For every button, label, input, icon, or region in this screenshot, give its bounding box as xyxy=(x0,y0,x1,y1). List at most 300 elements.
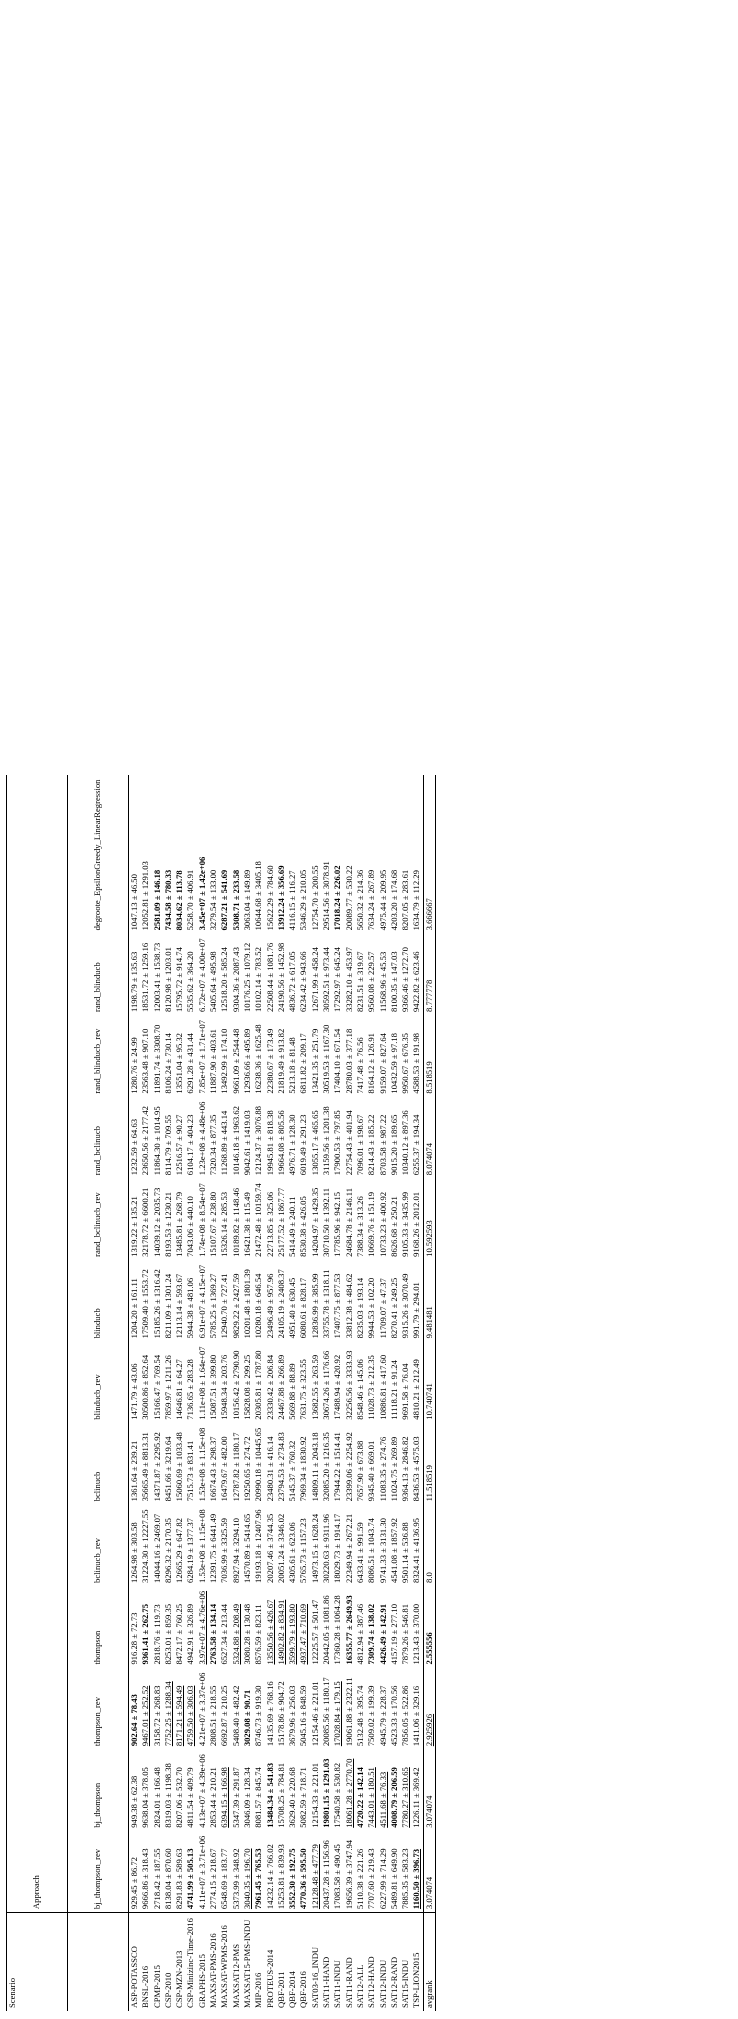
value-cell: 12665.29 ± 647.82 xyxy=(174,1518,185,1583)
value-cell: 21472.48 ± 10159.74 xyxy=(253,1183,264,1257)
avgrank-cell: 2.925926 xyxy=(423,1668,435,1750)
value-cell: 4008.79 ± 206.59 xyxy=(388,1767,399,1828)
value-cell: 11024.75 ± 269.89 xyxy=(388,1436,399,1502)
table-row xyxy=(332,775,343,2011)
table-row xyxy=(242,775,253,2011)
avgrank-cell: 10.592593 xyxy=(423,1178,435,1260)
value-cell: 10432.59 ± 97.18 xyxy=(388,1033,399,1094)
value-cell: 929.45 ± 86.72 xyxy=(129,1857,139,1910)
value-cell: 10340.12 ± 897.36 xyxy=(400,1110,411,1176)
value-cell: 19801.15 ± 1291.03 xyxy=(321,1758,332,1828)
scenario-cell: CSP-MZN-2013 xyxy=(174,1913,185,2011)
value-cell: 7752.25 ± 1288.34 xyxy=(162,1681,173,1747)
value-cell: 4511.68 ± 76.33 xyxy=(377,1771,388,1828)
scenario-cell: TSP-LION2015 xyxy=(411,1913,423,2011)
scenario-header: Scenario xyxy=(7,1913,68,2011)
value-cell: 991.79 ± 294.01 xyxy=(411,1282,422,1339)
table-row xyxy=(276,775,287,2011)
value-cell: 7443.01 ± 180.51 xyxy=(366,1767,377,1828)
value-cell: 6394.15 ± 166.98 xyxy=(219,1767,230,1828)
value-cell: 6019.49 ± 291.23 xyxy=(298,1114,309,1176)
value-cell: 4945.79 ± 228.37 xyxy=(377,1685,388,1747)
value-cell: 15107.67 ± 238.80 xyxy=(208,1191,219,1257)
value-cell: 11864.30 ± 1014.95 xyxy=(151,1106,162,1176)
value-cell: 10733.23 ± 400.92 xyxy=(377,1191,388,1257)
value-cell: 7043.06 ± 440.10 xyxy=(185,1196,196,1257)
scenario-cell: SAT11-INDU xyxy=(332,1913,343,2011)
value-cell: 7969.34 ± 1830.92 xyxy=(298,1436,309,1502)
value-cell: 18029.73 ± 1914.17 xyxy=(332,1513,343,1583)
value-cell: 2824.01 ± 166.48 xyxy=(151,1767,162,1828)
value-cell: 13492.99 ± 174.10 xyxy=(219,1028,230,1094)
scenario-cell: CSP-Minizinc-Time-2016 xyxy=(185,1913,196,2011)
value-cell: 15326.14 ± 285.53 xyxy=(219,1191,230,1257)
value-cell: 18531.72 ± 1259.16 xyxy=(140,942,151,1012)
value-cell: 9304.36 ± 2087.43 xyxy=(230,947,241,1012)
value-cell: 19664.08 ± 805.56 xyxy=(275,1110,286,1176)
scenario-cell: PROTEUS-2014 xyxy=(265,1913,276,2011)
value-cell: 8164.12 ± 126.91 xyxy=(366,1033,377,1094)
value-cell: 7634.24 ± 267.89 xyxy=(366,869,377,931)
value-cell: 3029.08 ± 90.71 xyxy=(241,1689,252,1747)
avgrank-cell: 3.666667 xyxy=(423,775,435,934)
approach-col-header: thompson_rev xyxy=(68,1668,129,1750)
value-cell: 19250.65 ± 274.72 xyxy=(241,1436,252,1502)
value-cell: 30592.51 ± 973.44 xyxy=(321,947,332,1012)
value-cell: 6234.42 ± 943.66 xyxy=(298,951,309,1012)
value-cell: 1160.50 ± 396.73 xyxy=(411,1848,422,1910)
scenario-cell: SAT12-RAND xyxy=(389,1913,400,2011)
value-cell: 6255.37 ± 194.34 xyxy=(411,1114,422,1176)
scenario-cell: MAXSAT15-PMS-INDU xyxy=(242,1913,253,2011)
value-cell: 6811.82 ± 209.17 xyxy=(298,1033,309,1094)
value-cell: 12154.33 ± 221.01 xyxy=(309,1762,320,1828)
table-row xyxy=(287,775,298,2011)
value-cell: 5346.29 ± 210.05 xyxy=(298,869,309,931)
value-cell: 15178.86 ± 904.72 xyxy=(275,1681,286,1747)
value-cell: 14809.11 ± 2043.18 xyxy=(309,1432,320,1502)
value-cell: 5132.48 ± 395.74 xyxy=(354,1685,365,1747)
scenario-cell: ASP-POTASSCO xyxy=(129,1913,141,2011)
scenario-cell: SAT12-ALL xyxy=(355,1913,366,2011)
value-cell: 31224.30 ± 12227.55 xyxy=(140,1509,151,1583)
value-cell: 9105.33 ± 3435.99 xyxy=(400,1191,411,1257)
value-cell: 7417.48 ± 76.56 xyxy=(354,1037,365,1094)
approach-col-header: rand_bclinucb_rev xyxy=(68,1178,129,1260)
value-cell: 30519.53 ± 1167.30 xyxy=(321,1024,332,1094)
value-cell: 4541.08 ± 1857.92 xyxy=(388,1518,399,1583)
value-cell: 2853.44 ± 210.21 xyxy=(208,1767,219,1828)
value-cell: 13551.04 ± 95.32 xyxy=(174,1033,185,1094)
value-cell: 20990.18 ± 10445.65 xyxy=(253,1427,264,1502)
value-cell: 22754.43 ± 401.94 xyxy=(343,1110,354,1176)
value-cell: 4937.47 ± 710.69 xyxy=(298,1603,309,1665)
value-cell: 8270.41 ± 249.25 xyxy=(388,1277,399,1339)
value-cell: 13550.56 ± 426.67 xyxy=(264,1599,275,1665)
value-cell: 19945.81 ± 818.38 xyxy=(264,1110,275,1176)
table-row xyxy=(400,775,411,2011)
scenario-cell: MAXSAT-PMS-2016 xyxy=(208,1913,219,2011)
value-cell: 5145.37 ± 760.32 xyxy=(287,1440,298,1502)
header-row-1 xyxy=(7,775,68,2011)
value-cell: 6433.41 ± 991.59 xyxy=(354,1522,365,1583)
value-cell: 6227.99 ± 714.29 xyxy=(377,1848,388,1910)
avgrank-cell: 8.0 xyxy=(423,1504,435,1586)
value-cell: 7885.35 ± 583.23 xyxy=(400,1848,411,1910)
value-cell: 5535.62 ± 364.20 xyxy=(185,951,196,1012)
value-cell: 8436.53 ± 4575.03 xyxy=(411,1436,422,1502)
value-cell: 20051.24 ± 3346.02 xyxy=(275,1513,286,1583)
value-cell: 17900.53 ± 797.85 xyxy=(332,1110,343,1176)
value-cell: 24190.56 ± 1452.98 xyxy=(275,942,286,1012)
value-cell: 32256.56 ± 3333.93 xyxy=(343,1350,354,1420)
value-cell: 17292.97 ± 645.24 xyxy=(332,947,343,1012)
approach-col-header: thompson xyxy=(68,1586,129,1668)
value-cell: 8927.94 ± 3294.10 xyxy=(230,1518,241,1583)
value-cell: 1198.79 ± 135.63 xyxy=(129,951,139,1012)
value-cell: 9944.53 ± 102.20 xyxy=(366,1277,377,1339)
value-cell: 30710.50 ± 1392.11 xyxy=(321,1187,332,1257)
value-cell: 916.28 ± 72.73 xyxy=(129,1612,139,1665)
value-cell: 12836.99 ± 385.99 xyxy=(309,1273,320,1339)
value-cell: 2808.51 ± 218.55 xyxy=(208,1685,219,1747)
value-cell: 15828.08 ± 299.25 xyxy=(241,1354,252,1420)
value-cell: 10176.25 ± 1079.12 xyxy=(241,942,252,1012)
table-row xyxy=(265,775,276,2011)
value-cell: 9950.67 ± 676.35 xyxy=(400,1033,411,1094)
scenario-cell: CSP-2010 xyxy=(163,1913,174,2011)
value-cell: 10280.18 ± 646.54 xyxy=(253,1273,264,1339)
value-cell: 3063.04 ± 149.89 xyxy=(241,869,252,931)
value-cell: 15253.81 ± 839.93 xyxy=(275,1844,286,1910)
value-cell: 10146.18 ± 1963.62 xyxy=(230,1106,241,1176)
value-cell: 14135.69 ± 768.16 xyxy=(264,1681,275,1747)
value-cell: 8703.58 ± 987.22 xyxy=(377,1114,388,1176)
value-cell: 33282.10 ± 453.97 xyxy=(343,947,354,1012)
value-cell: 8324.41 ± 4136.95 xyxy=(411,1518,422,1583)
value-cell: 7309.74 ± 138.02 xyxy=(366,1603,377,1665)
value-cell: 1280.76 ± 24.99 xyxy=(129,1037,139,1094)
value-cell: 3279.54 ± 133.00 xyxy=(208,869,219,931)
value-cell: 12113.14 ± 593.67 xyxy=(174,1273,185,1339)
value-cell: 3040.35 ± 196.70 xyxy=(241,1848,252,1910)
value-cell: 19193.18 ± 12407.96 xyxy=(253,1509,264,1583)
approach-col-header: degroote_EpsilonGreedy_LinearRegression xyxy=(68,775,129,934)
value-cell: 8034.62 ± 113.78 xyxy=(174,870,185,931)
value-cell: 23563.48 ± 907.10 xyxy=(140,1028,151,1094)
table-row xyxy=(253,775,264,2011)
value-cell: 1319.22 ± 135.21 xyxy=(129,1196,139,1257)
value-cell: 35665.49 ± 8813.31 xyxy=(140,1432,151,1502)
table-row xyxy=(298,775,309,2011)
value-cell: 19061.88 ± 2322.11 xyxy=(343,1677,354,1747)
value-cell: 22713.85 ± 325.06 xyxy=(264,1191,275,1257)
value-cell: 32178.72 ± 6600.21 xyxy=(140,1187,151,1257)
table-body xyxy=(129,775,436,2011)
scenario-cell: SAT11-RAND xyxy=(344,1913,355,2011)
value-cell: 9364.13 ± 2846.82 xyxy=(400,1436,411,1502)
value-cell: 14902.82 ± 834.91 xyxy=(275,1599,286,1665)
value-cell: 15708.25 ± 784.81 xyxy=(275,1762,286,1828)
value-cell: 12391.75 ± 6441.49 xyxy=(208,1513,219,1583)
value-cell: 5258.70 ± 406.91 xyxy=(185,869,196,931)
value-cell: 7707.60 ± 219.43 xyxy=(366,1848,377,1910)
table-row xyxy=(411,775,423,2011)
value-cell: 12225.57 ± 501.47 xyxy=(309,1599,320,1665)
value-cell: 30220.63 ± 9311.96 xyxy=(321,1514,332,1583)
value-cell: 4.11e+07 ± 3.71e+06 xyxy=(196,1835,207,1910)
value-cell: 8207.05 ± 283.61 xyxy=(400,869,411,931)
value-cell: 9361.41 ± 262.75 xyxy=(140,1603,151,1665)
value-cell: 11891.74 ± 3308.70 xyxy=(151,1024,162,1094)
value-cell: 4976.71 ± 128.30 xyxy=(287,1114,298,1176)
value-cell: 17785.96 ± 942.15 xyxy=(332,1191,343,1257)
value-cell: 6692.87 ± 210.25 xyxy=(219,1685,230,1747)
value-cell: 8120.98 ± 1203.01 xyxy=(162,947,173,1012)
value-cell: 17488.94 ± 420.92 xyxy=(332,1354,343,1420)
value-cell: 9315.26 ± 3070.49 xyxy=(400,1273,411,1339)
value-cell: 29514.56 ± 3078.91 xyxy=(321,861,332,931)
value-cell: 14570.89 ± 5414.65 xyxy=(241,1513,252,1583)
value-cell: 10669.76 ± 151.19 xyxy=(366,1191,377,1257)
value-cell: 2818.76 ± 119.73 xyxy=(151,1604,162,1665)
value-cell: 9422.82 ± 623.46 xyxy=(411,951,422,1012)
value-cell: 1411.06 ± 329.16 xyxy=(411,1685,422,1747)
value-cell: 5045.16 ± 848.59 xyxy=(298,1685,309,1747)
value-cell: 11887.90 ± 403.61 xyxy=(208,1029,219,1094)
value-cell: 4426.49 ± 142.91 xyxy=(377,1603,388,1665)
value-cell: 4523.33 ± 170.56 xyxy=(388,1685,399,1747)
value-cell: 22380.67 ± 173.49 xyxy=(264,1028,275,1094)
value-cell: 949.38 ± 62.38 xyxy=(129,1775,139,1828)
value-cell: 1.74e+08 ± 8.54e+07 xyxy=(196,1183,207,1257)
value-cell: 15087.51 ± 399.80 xyxy=(208,1354,219,1420)
value-cell: 20442.05 ± 1081.86 xyxy=(321,1595,332,1665)
value-cell: 7320.34 ± 877.35 xyxy=(208,1114,219,1176)
avgrank-cell: 2.555556 xyxy=(423,1586,435,1668)
value-cell: 12154.46 ± 221.01 xyxy=(309,1681,320,1747)
value-cell: 30674.26 ± 1176.66 xyxy=(321,1350,332,1420)
value-cell: 14039.12 ± 2035.73 xyxy=(151,1187,162,1257)
avgrank-cell: 9.481481 xyxy=(423,1260,435,1342)
avgrank-cell: 11.518519 xyxy=(423,1423,435,1505)
value-cell: 8576.59 ± 823.11 xyxy=(253,1604,264,1665)
value-cell: 16355.77 ± 2649.93 xyxy=(343,1595,354,1665)
value-cell: 5110.38 ± 221.26 xyxy=(354,1848,365,1910)
scenario-cell: MAXSAT-WPMS-2016 xyxy=(219,1913,230,2011)
value-cell: 8746.73 ± 919.30 xyxy=(253,1685,264,1747)
value-cell: 11118.21 ± 91.24 xyxy=(388,1360,399,1420)
value-cell: 2774.15 ± 218.67 xyxy=(208,1848,219,1910)
value-cell: 8100.35 ± 147.03 xyxy=(388,951,399,1012)
value-cell: 12124.37 ± 3076.88 xyxy=(253,1106,264,1176)
value-cell: 12516.57 ± 90.27 xyxy=(174,1114,185,1176)
value-cell: 8235.03 ± 193.14 xyxy=(354,1277,365,1339)
approach-col-header: blinducb xyxy=(68,1260,129,1342)
value-cell: 9638.04 ± 378.05 xyxy=(140,1767,151,1828)
table-row xyxy=(174,775,185,2011)
value-cell: 10201.48 ± 1801.39 xyxy=(241,1269,252,1339)
value-cell: 9666.86 ± 318.43 xyxy=(140,1848,151,1910)
value-cell: 20089.77 ± 530.22 xyxy=(343,865,354,931)
value-cell: 12518.20 ± 585.24 xyxy=(219,947,230,1012)
value-cell: 8291.83 ± 589.63 xyxy=(174,1848,185,1910)
value-cell: 3080.28 ± 130.48 xyxy=(241,1603,252,1665)
value-cell: 23496.49 ± 957.96 xyxy=(264,1273,275,1339)
value-cell: 8530.38 ± 426.05 xyxy=(298,1196,309,1257)
table-row xyxy=(197,775,208,2011)
value-cell: 4720.22 ± 142.14 xyxy=(354,1767,365,1828)
value-cell: 14973.15 ± 1628.24 xyxy=(309,1513,320,1583)
value-cell: 23650.56 ± 2177.42 xyxy=(140,1106,151,1176)
avgrank-cell: 10.740741 xyxy=(423,1341,435,1422)
value-cell: 7780.27 ± 310.65 xyxy=(400,1767,411,1828)
approach-row-corner xyxy=(68,1913,129,2011)
value-cell: 6.72e+07 ± 4.00e+07 xyxy=(196,938,207,1012)
value-cell: 8114.79 ± 709.55 xyxy=(162,1114,173,1176)
avgrank-row xyxy=(423,775,435,2011)
value-cell: 13055.17 ± 465.65 xyxy=(309,1110,320,1176)
value-cell: 12003.41 ± 1538.73 xyxy=(151,942,162,1012)
value-cell: 4116.15 ± 116.27 xyxy=(287,870,298,931)
value-cell: 1.23e+08 ± 4.48e+06 xyxy=(196,1101,207,1176)
scenario-cell: QBF-2016 xyxy=(298,1913,309,2011)
value-cell: 4836.72 ± 617.05 xyxy=(287,951,298,1012)
value-cell: 31159.56 ± 1201.38 xyxy=(321,1106,332,1176)
value-cell: 8451.66 ± 3219.64 xyxy=(162,1436,173,1502)
value-cell: 15166.47 ± 769.54 xyxy=(151,1354,162,1420)
value-cell: 1226.11 ± 369.42 xyxy=(411,1767,422,1828)
value-cell: 3.45e+07 ± 1.42e+06 xyxy=(196,856,207,931)
value-cell: 7.85e+07 ± 1.71e+07 xyxy=(196,1019,207,1094)
value-cell: 7859.97 ± 1211.26 xyxy=(162,1355,173,1420)
value-cell: 16238.36 ± 1625.48 xyxy=(253,1024,264,1094)
approach-header: Approach xyxy=(7,775,68,1913)
scenario-cell: MAXSAT12-PMS xyxy=(231,1913,242,2011)
value-cell: 3629.40 ± 220.68 xyxy=(287,1767,298,1828)
value-cell: 4812.94 ± 387.46 xyxy=(354,1603,365,1665)
value-cell: 7515.73 ± 831.41 xyxy=(185,1440,196,1502)
value-cell: 13484.34 ± 541.83 xyxy=(264,1762,275,1828)
value-cell: 8253.01 ± 859.35 xyxy=(162,1603,173,1665)
value-cell: 13682.55 ± 263.59 xyxy=(309,1354,320,1420)
value-cell: 8086.51 ± 1043.74 xyxy=(366,1518,377,1583)
value-cell: 15622.29 ± 784.60 xyxy=(264,865,275,931)
approach-col-header: blinducb_rev xyxy=(68,1341,129,1422)
approach-col-header: bclinucb xyxy=(68,1423,129,1505)
approach-col-header: bj_thompson_rev xyxy=(68,1831,129,1913)
value-cell: 20207.46 ± 3744.35 xyxy=(264,1513,275,1583)
value-cell: 8472.17 ± 760.25 xyxy=(174,1603,185,1665)
value-cell: 5669.88 ± 88.89 xyxy=(287,1363,298,1420)
value-cell: 5944.38 ± 481.06 xyxy=(185,1277,196,1339)
value-cell: 30500.86 ± 852.64 xyxy=(140,1354,151,1420)
value-cell: 10644.68 ± 3405.18 xyxy=(253,861,264,931)
value-cell: 4811.54 ± 409.79 xyxy=(185,1767,196,1828)
value-cell: 8211.09 ± 1301.24 xyxy=(162,1273,173,1339)
value-cell: 4741.99 ± 505.13 xyxy=(185,1848,196,1910)
value-cell: 4203.20 ± 174.68 xyxy=(388,869,399,931)
value-cell: 23330.42 ± 206.84 xyxy=(264,1354,275,1420)
avgrank-cell: 8.777778 xyxy=(423,933,435,1015)
value-cell: 12787.82 ± 1180.17 xyxy=(230,1432,241,1502)
scenario-cell: GRAPHS-2015 xyxy=(197,1913,208,2011)
value-cell: 4.13e+07 ± 4.39e+06 xyxy=(196,1754,207,1828)
value-cell: 33755.78 ± 1318.11 xyxy=(321,1269,332,1339)
value-cell: 8207.06 ± 532.70 xyxy=(174,1767,185,1828)
table-row xyxy=(208,775,219,2011)
value-cell: 11709.07 ± 47.37 xyxy=(377,1278,388,1339)
approach-col-header: rand_blinducb xyxy=(68,933,129,1015)
value-cell: 20305.81 ± 1787.80 xyxy=(253,1350,264,1420)
value-cell: 17407.75 ± 877.53 xyxy=(332,1273,343,1339)
value-cell: 24105.19 ± 2408.37 xyxy=(275,1269,286,1339)
value-cell: 1204.20 ± 161.11 xyxy=(129,1278,139,1339)
value-cell: 8081.57 ± 845.74 xyxy=(253,1767,264,1828)
scenario-cell: BNSL-2016 xyxy=(140,1913,151,2011)
value-cell: 17944.22 ± 1514.41 xyxy=(332,1432,343,1502)
value-cell: 7631.75 ± 323.55 xyxy=(298,1359,309,1420)
table-row xyxy=(389,775,400,2011)
value-cell: 21819.49 ± 913.82 xyxy=(275,1028,286,1094)
value-cell: 4975.44 ± 209.95 xyxy=(377,869,388,931)
value-cell: 2718.42 ± 187.55 xyxy=(151,1848,162,1910)
value-cell: 9501.14 ± 536.88 xyxy=(400,1522,411,1583)
value-cell: 9661.09 ± 2544.48 xyxy=(230,1028,241,1094)
table-row xyxy=(152,775,163,2011)
value-cell: 5785.25 ± 1369.27 xyxy=(208,1273,219,1339)
value-cell: 9560.08 ± 229.57 xyxy=(366,951,377,1012)
value-cell: 9366.46 ± 1272.70 xyxy=(400,947,411,1012)
value-cell: 33812.38 ± 484.62 xyxy=(343,1273,354,1339)
value-cell: 5347.39 ± 291.87 xyxy=(230,1767,241,1828)
value-cell: 6527.34 ± 213.44 xyxy=(219,1603,230,1665)
value-cell: 1.11e+08 ± 1.64e+07 xyxy=(196,1346,207,1420)
value-cell: 6287.21 ± 541.69 xyxy=(219,869,230,931)
value-cell: 1047.13 ± 46.50 xyxy=(129,874,139,931)
value-cell: 6.91e+07 ± 4.15e+07 xyxy=(196,1264,207,1339)
value-cell: 17360.28 ± 1064.28 xyxy=(332,1595,343,1665)
value-cell: 22349.94 ± 2672.21 xyxy=(343,1513,354,1583)
table-row xyxy=(321,775,332,2011)
approach-row xyxy=(68,775,129,2011)
value-cell: 14646.81 ± 64.27 xyxy=(174,1359,185,1420)
value-cell: 8193.53 ± 1230.21 xyxy=(162,1191,173,1257)
value-cell: 8106.24 ± 730.14 xyxy=(162,1033,173,1094)
value-cell: 3552.30 ± 192.75 xyxy=(287,1848,298,1910)
value-cell: 4942.91 ± 326.89 xyxy=(185,1603,196,1665)
value-cell: 15948.34 ± 203.76 xyxy=(219,1354,230,1420)
value-cell: 5082.59 ± 718.71 xyxy=(298,1767,309,1828)
value-cell: 1264.98 ± 303.58 xyxy=(129,1522,139,1583)
value-cell: 7961.45 ± 765.53 xyxy=(253,1848,264,1910)
value-cell: 12754.70 ± 200.55 xyxy=(309,865,320,931)
table-row xyxy=(231,775,242,2011)
approach-col-header: rand_bclinucb xyxy=(68,1097,129,1179)
value-cell: 8296.32 ± 2170.35 xyxy=(162,1518,173,1583)
scenario-cell: QBF-2011 xyxy=(276,1913,287,2011)
value-cell: 9741.33 ± 3131.30 xyxy=(377,1518,388,1583)
value-cell: 7657.90 ± 673.88 xyxy=(354,1440,365,1502)
value-cell: 10156.42 ± 2790.90 xyxy=(230,1350,241,1420)
value-cell: 5414.49 ± 240.11 xyxy=(287,1196,298,1257)
value-cell: 17083.58 ± 490.45 xyxy=(332,1844,343,1910)
value-cell: 17018.24 ± 226.02 xyxy=(332,865,343,931)
value-cell: 5489.81 ± 649.90 xyxy=(388,1848,399,1910)
scenario-cell: SAT12-HAND xyxy=(366,1913,377,2011)
scenario-cell: QBF-2014 xyxy=(287,1913,298,2011)
value-cell: 8548.46 ± 145.06 xyxy=(354,1359,365,1420)
